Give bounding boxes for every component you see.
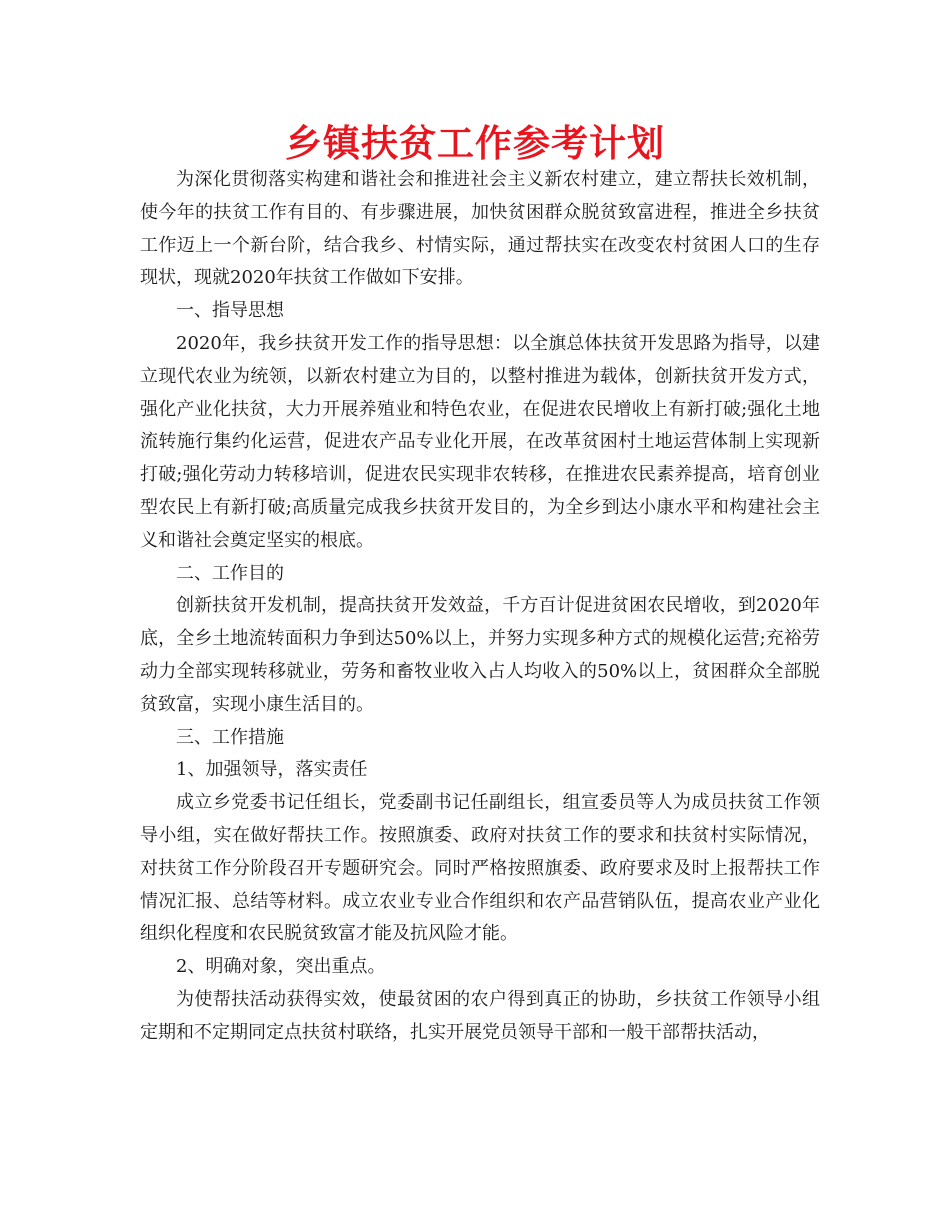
paragraph-intro: 为深化贯彻落实构建和谐社会和推进社会主义新农村建立，建立帮扶长效机制，使今年的扶贫工作有目的、有步骤进展，加快贫困群众脱贫致富进程，推进全乡扶贫工作迈上一个新台阶，结合我乡、村情实际，通过帮扶实在改变农村贫困人口的生存现状，现就2020年扶贫工作做如下安排。 xyxy=(140,169,820,289)
subheading-define-targets: 2、明确对象，突出重点。 xyxy=(176,956,386,978)
section-heading-guiding-ideology: 一、指导思想 xyxy=(176,300,284,322)
document-body xyxy=(140,164,820,1050)
section-heading-work-measures: 三、工作措施 xyxy=(176,726,284,748)
subheading-strengthen-leadership: 1、加强领导，落实责任 xyxy=(176,759,368,781)
paragraph-guiding-ideology: 2020年，我乡扶贫开发工作的指导思想：以全旗总体扶贫开发思路为指导，以建立现代农业为统领，以新农村建立为目的，以整村推进为载体，创新扶贫开发方式，强化产业化扶贫，大力开展养殖业和特色农业，在促进农民增收上有新打破;强化土地流转施行集约化运营，促进农产品专业化开展，在改革贫困村土地运营体制上实现新打破;强化劳动力转移培训，促进农民实现非农转移，在推进农民素养提高，培育创业型农民上有新打破;高质量完成我乡扶贫开发目的，为全乡到达小康水平和构建社会主义和谐社会奠定坚实的根底。 xyxy=(140,332,820,551)
paragraph-strengthen-leadership: 成立乡党委书记任组长，党委副书记任副组长，组宣委员等人为成员扶贫工作领导小组，实在做好帮扶工作。按照旗委、政府对扶贫工作的要求和扶贫村实际情况，对扶贫工作分阶段召开专题研究会。同时严格按照旗委、政府要求及时上报帮扶工作情况汇报、总结等材料。成立农业专业合作组织和农产品营销队伍，提高农业产业化组织化程度和农民脱贫致富才能及抗风险才能。 xyxy=(140,792,820,945)
section-heading-work-goals: 二、工作目的 xyxy=(176,562,284,584)
paragraph-work-goals: 创新扶贫开发机制，提高扶贫开发效益，千方百计促进贫困农民增收，到2020年底，全乡土地流转面积力争到达50%以上，并努力实现多种方式的规模化运营;充裕劳动力全部实现转移就业，劳务和畜牧业收入占人均收入的50%以上，贫困群众全部脱贫致富，实现小康生活目的。 xyxy=(140,595,820,715)
paragraph-define-targets: 为使帮扶活动获得实效，使最贫困的农户得到真正的协助，乡扶贫工作领导小组定期和不定期同定点扶贫村联络，扎实开展党员领导干部和一般干部帮扶活动， xyxy=(140,988,820,1043)
document-title: 乡镇扶贫工作参考计划 xyxy=(285,121,665,165)
